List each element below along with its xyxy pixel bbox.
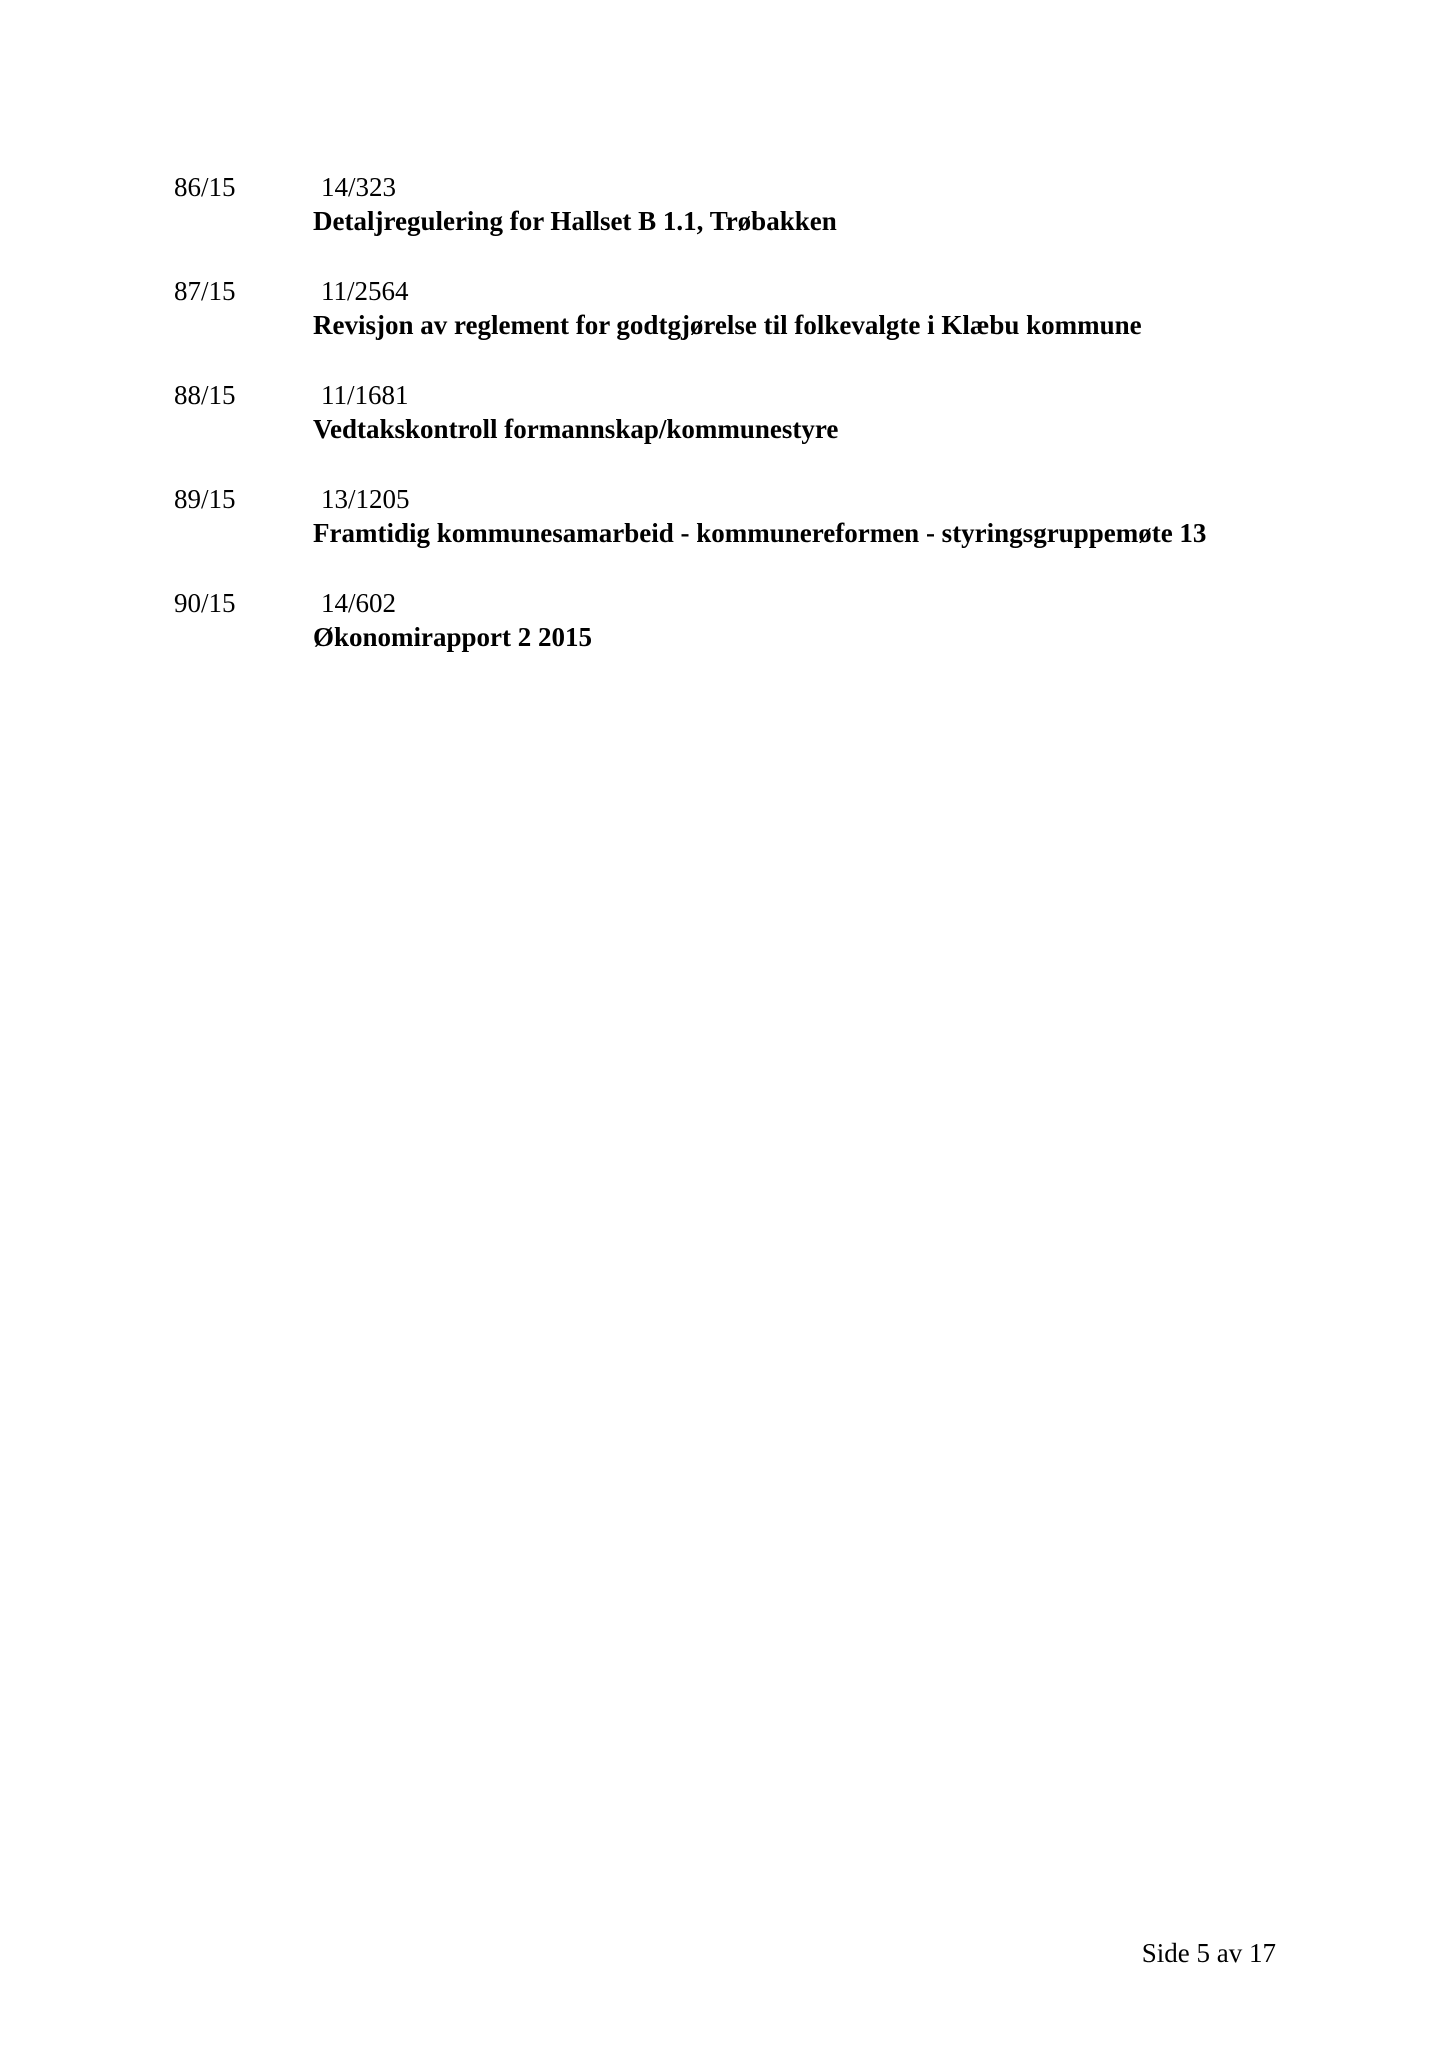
archive-reference: 14/323 [321, 172, 397, 202]
case-number: 90/15 [174, 588, 236, 618]
agenda-item-title: Revisjon av reglement for godtgjørelse til folkevalgte i Klæbu kommune [313, 310, 1142, 340]
agenda-list [174, 170, 1314, 690]
agenda-item [174, 378, 1314, 482]
agenda-item [174, 586, 1314, 690]
agenda-item [174, 482, 1314, 586]
agenda-item-title: Økonomirapport 2 2015 [313, 622, 593, 652]
agenda-item [174, 274, 1314, 378]
archive-reference: 14/602 [321, 588, 397, 618]
case-number: 88/15 [174, 380, 236, 410]
agenda-item [174, 170, 1314, 274]
agenda-item-title: Framtidig kommunesamarbeid - kommunereformen - styringsgruppemøte 13 [313, 518, 1207, 548]
archive-reference: 13/1205 [321, 484, 410, 514]
archive-reference: 11/2564 [321, 276, 409, 306]
case-number: 87/15 [174, 276, 236, 306]
agenda-item-title: Detaljregulering for Hallset B 1.1, Trøbakken [313, 206, 837, 236]
agenda-item-title: Vedtakskontroll formannskap/kommunestyre [313, 414, 839, 444]
page-number: Side 5 av 17 [1141, 1938, 1276, 1968]
case-number: 86/15 [174, 172, 236, 202]
archive-reference: 11/1681 [321, 380, 409, 410]
case-number: 89/15 [174, 484, 236, 514]
